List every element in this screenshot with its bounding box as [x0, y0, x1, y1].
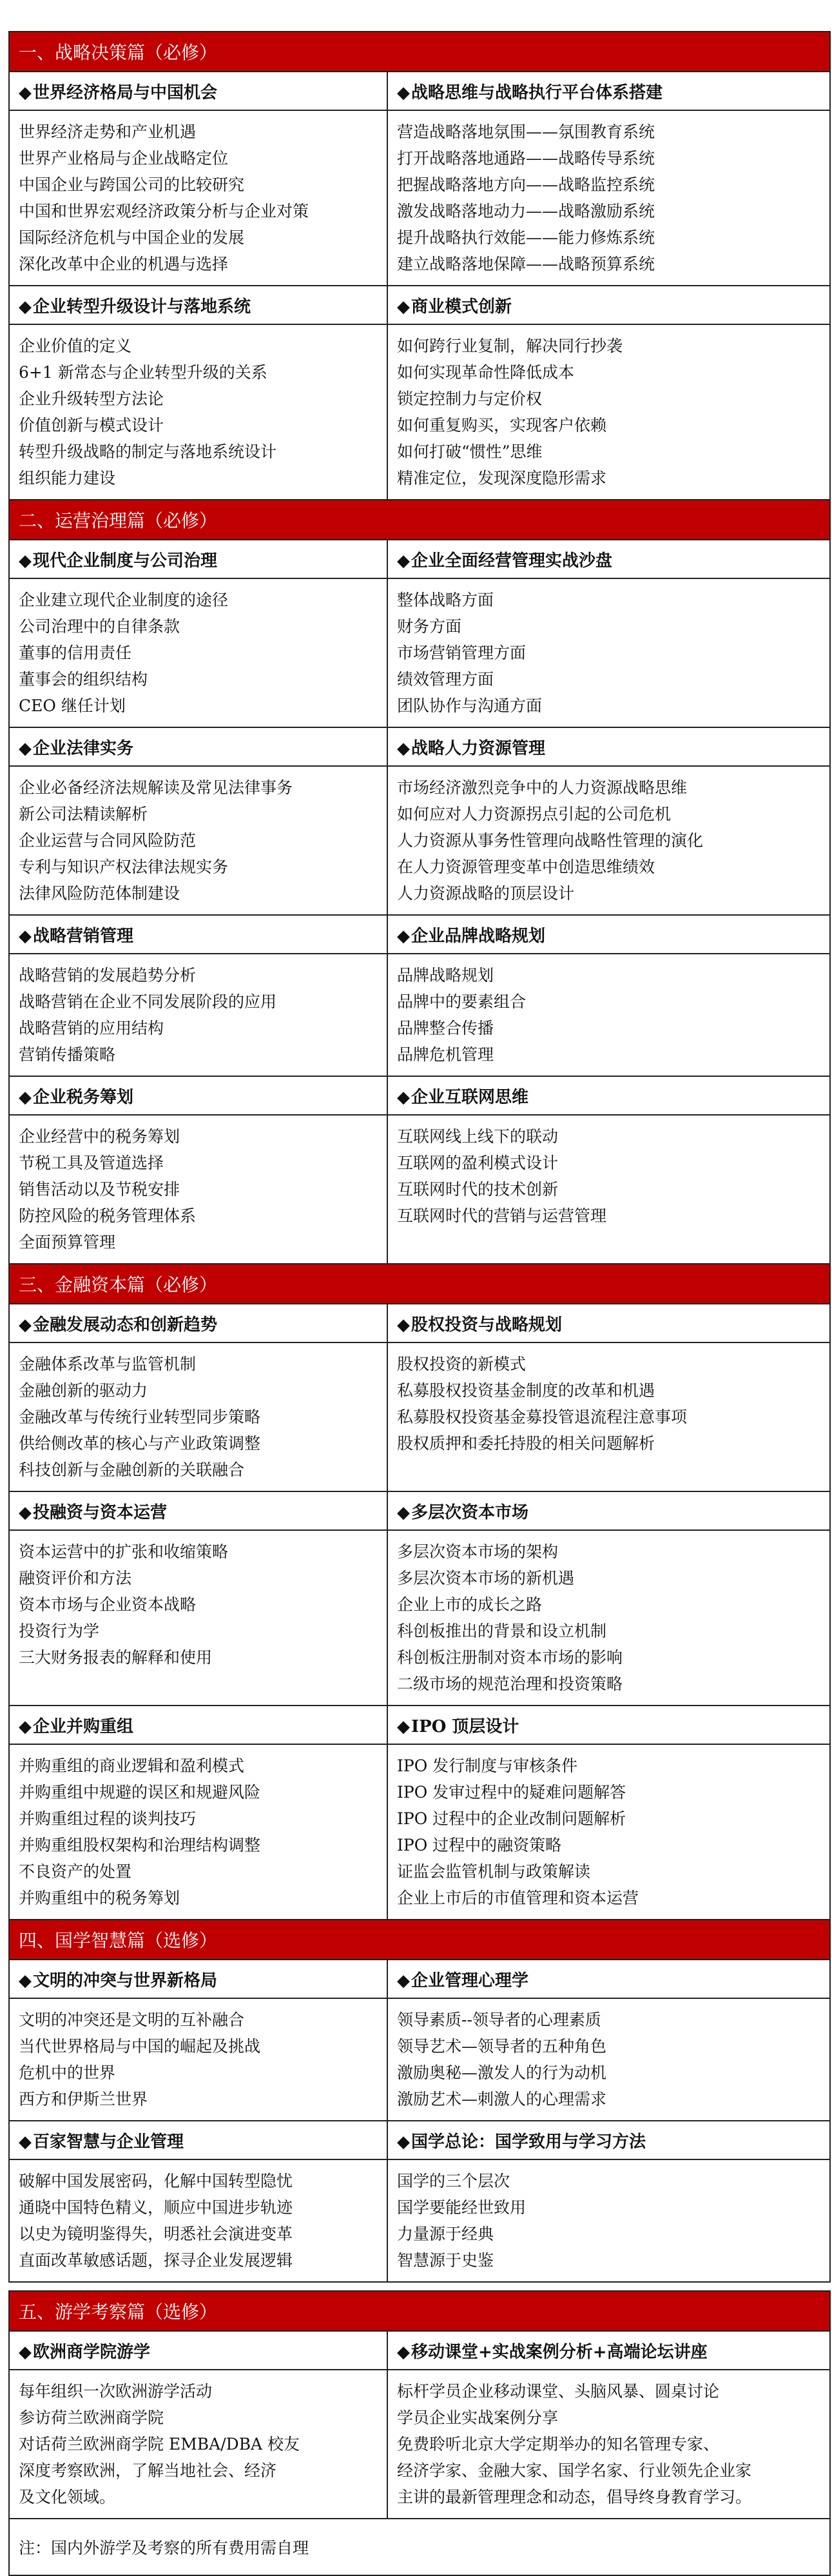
- course-item: 并购重组的商业逻辑和盈利模式: [19, 1756, 245, 1775]
- course-item: 财务方面: [397, 617, 462, 636]
- course-item: 并购重组过程的谈判技巧: [19, 1809, 197, 1828]
- course-heading-right: [387, 1304, 830, 1342]
- course-item: 节税工具及管道选择: [19, 1154, 164, 1172]
- course-item: 团队协作与沟通方面: [397, 696, 543, 715]
- course-item: 精准定位，发现深度隐形需求: [397, 469, 607, 487]
- course-item: 6+1 新常态与企业转型升级的关系: [19, 363, 267, 382]
- course-title: 国学总论：国学致用与学习方法: [411, 2132, 646, 2152]
- diamond-bullet-icon: ◆: [19, 1087, 32, 1107]
- diamond-bullet-icon: ◆: [397, 2132, 410, 2152]
- course-heading-row: [9, 540, 830, 578]
- diamond-bullet-icon: ◆: [397, 297, 410, 317]
- course-item: 并购重组股权架构和治理结构调整: [19, 1836, 261, 1854]
- course-item: 每年组织一次欧洲游学活动: [19, 2382, 213, 2401]
- course-heading-row: [9, 2121, 830, 2159]
- course-items-right: [387, 1744, 830, 1920]
- course-title: 战略思维与战略执行平台体系搭建: [411, 83, 663, 103]
- course-item: 企业运营与合同风险防范: [19, 831, 197, 850]
- course-item: 互联网时代的技术创新: [397, 1180, 559, 1199]
- course-item: 供给侧改革的核心与产业政策调整: [19, 1434, 261, 1453]
- course-title: 现代企业制度与公司治理: [33, 551, 218, 571]
- course-item: 证监会监管机制与政策解读: [397, 1862, 591, 1881]
- course-item: 国际经济危机与中国企业的发展: [19, 228, 245, 247]
- course-item: 世界经济走势和产业机遇: [19, 123, 197, 141]
- course-item: 通晓中国特色精义，顺应中国进步轨迹: [19, 2198, 293, 2217]
- course-item: 如何实现革命性降低成本: [397, 363, 575, 382]
- course-heading-row: [9, 727, 830, 766]
- course-item: 企业升级转型方法论: [19, 389, 164, 408]
- diamond-bullet-icon: ◆: [397, 1971, 410, 1991]
- course-item: 金融创新的驱动力: [19, 1381, 148, 1400]
- diamond-bullet-icon: ◆: [19, 1315, 32, 1335]
- course-items-left: [9, 110, 387, 286]
- course-title: 世界经济格局与中国机会: [33, 83, 218, 103]
- diamond-bullet-icon: ◆: [19, 1716, 32, 1736]
- course-item: 法律风险防范体制建设: [19, 884, 180, 903]
- course-item: 互联网线上线下的联动: [397, 1127, 559, 1146]
- course-title: 股权投资与战略规划: [411, 1315, 563, 1335]
- course-item: 国学要能经世致用: [397, 2198, 527, 2217]
- course-item: 主讲的最新管理理念和动态，倡导终身教育学习。: [397, 2488, 752, 2506]
- course-item: 世界产业格局与企业战略定位: [19, 149, 229, 168]
- course-item: 人力资源从事务性管理向战略性管理的演化: [397, 831, 704, 850]
- course-item: 多层次资本市场的新机遇: [397, 1569, 575, 1588]
- curriculum: [8, 31, 831, 2576]
- course-item: IPO 过程中的融资策略: [397, 1836, 562, 1854]
- course-title: 企业全面经营管理实战沙盘: [411, 551, 613, 571]
- course-heading-row: [9, 915, 830, 954]
- course-title: 战略营销管理: [33, 926, 134, 946]
- course-items-left: [9, 2159, 387, 2282]
- course-item: 学员企业实战案例分享: [397, 2408, 559, 2427]
- course-heading-left: [9, 1076, 387, 1115]
- course-heading-right: [387, 72, 830, 110]
- course-item: 文明的冲突还是文明的互补融合: [19, 2011, 245, 2029]
- course-item: IPO 过程中的企业改制问题解析: [397, 1809, 626, 1828]
- course-heading-right: [387, 540, 830, 578]
- course-items-left: [9, 578, 387, 727]
- course-item: 专利与知识产权法律法规实务: [19, 858, 229, 876]
- course-heading-row: [9, 1706, 830, 1744]
- course-heading-right: [387, 2121, 830, 2159]
- course-item: 股权投资的新模式: [397, 1355, 527, 1373]
- course-item: 深化改革中企业的机遇与选择: [19, 255, 229, 273]
- course-items-row: [9, 1744, 830, 1920]
- diamond-bullet-icon: ◆: [397, 1502, 410, 1522]
- course-items-row: [9, 766, 830, 915]
- course-item: 西方和伊斯兰世界: [19, 2090, 148, 2109]
- course-items-left: [9, 1530, 387, 1706]
- course-items-row: [9, 110, 830, 286]
- course-title: 企业转型升级设计与落地系统: [33, 297, 251, 317]
- course-heading-right: [387, 2331, 830, 2370]
- course-item: 多层次资本市场的架构: [397, 1542, 559, 1561]
- note-text: 注：国内外游学及考察的所有费用需自理: [9, 2519, 830, 2575]
- course-items-row: [9, 1998, 830, 2121]
- course-heading-left: [9, 915, 387, 954]
- course-item: 在人力资源管理变革中创造思维绩效: [397, 858, 655, 876]
- course-item: 激发战略落地动力——战略激励系统: [397, 202, 655, 221]
- course-item: 并购重组中规避的误区和规避风险: [19, 1783, 261, 1802]
- course-item: 融资评价和方法: [19, 1569, 132, 1588]
- course-item: 战略营销在企业不同发展阶段的应用: [19, 992, 277, 1011]
- course-item: 董事会的组织结构: [19, 670, 148, 689]
- course-item: 营造战略落地氛围——氛围教育系统: [397, 123, 655, 141]
- course-item: 金融改革与传统行业转型同步策略: [19, 1408, 261, 1426]
- course-items-right: [387, 1998, 830, 2121]
- course-title: 移动课堂+实战案例分析+高端论坛讲座: [411, 2342, 708, 2362]
- diamond-bullet-icon: ◆: [397, 1315, 410, 1335]
- course-item: 营销传播策略: [19, 1045, 116, 1064]
- course-item: 投资行为学: [19, 1622, 100, 1640]
- section-title: 二、运营治理篇（必修）: [9, 500, 830, 540]
- course-item: 企业上市后的市值管理和资本运营: [397, 1889, 639, 1907]
- course-heading-left: [9, 1706, 387, 1744]
- course-item: 把握战略落地方向——战略监控系统: [397, 175, 655, 194]
- course-item: 力量源于经典: [397, 2225, 494, 2243]
- course-item: 资本运营中的扩张和收缩策略: [19, 1542, 229, 1561]
- course-item: 董事的信用责任: [19, 644, 132, 662]
- course-items-row: [9, 324, 830, 500]
- course-item: IPO 发行制度与审核条件: [397, 1756, 578, 1775]
- course-item: 防控风险的税务管理体系: [19, 1206, 197, 1225]
- course-item: 全面预算管理: [19, 1233, 116, 1252]
- course-title: 多层次资本市场: [411, 1502, 529, 1522]
- course-items-right: [387, 1342, 830, 1491]
- course-item: 私募股权投资基金制度的改革和机遇: [397, 1381, 655, 1400]
- course-heading-left: [9, 540, 387, 578]
- course-item: 对话荷兰欧洲商学院 EMBA/DBA 校友: [19, 2435, 300, 2453]
- course-items-left: [9, 2370, 387, 2519]
- course-item: 锁定控制力与定价权: [397, 389, 543, 408]
- course-items-row: [9, 954, 830, 1076]
- course-item: 如何打破“惯性”思维: [397, 442, 543, 461]
- course-item: 企业价值的定义: [19, 337, 132, 355]
- course-heading-right: [387, 1706, 830, 1744]
- course-title: 金融发展动态和创新趋势: [33, 1315, 218, 1335]
- diamond-bullet-icon: ◆: [19, 1971, 32, 1991]
- course-item: 免费聆听北京大学定期举办的知名管理专家、: [397, 2435, 720, 2453]
- course-heading-right: [387, 1491, 830, 1530]
- diamond-bullet-icon: ◆: [19, 738, 32, 758]
- course-item: 及文化领域。: [19, 2488, 116, 2506]
- diamond-bullet-icon: ◆: [19, 2342, 32, 2362]
- course-heading-row: [9, 286, 830, 324]
- course-title: 企业并购重组: [33, 1716, 134, 1736]
- diamond-bullet-icon: ◆: [397, 926, 410, 946]
- course-items-left: [9, 324, 387, 500]
- course-items-left: [9, 1998, 387, 2121]
- diamond-bullet-icon: ◆: [19, 83, 32, 103]
- course-item: 整体战略方面: [397, 591, 494, 609]
- course-heading-row: [9, 1491, 830, 1530]
- course-item: 以史为镜明鉴得失，明悉社会演进变革: [19, 2225, 293, 2243]
- course-item: 企业经营中的税务筹划: [19, 1127, 180, 1146]
- diamond-bullet-icon: ◆: [397, 83, 410, 103]
- course-item: 国学的三个层次: [397, 2172, 510, 2190]
- course-item: 深度考察欧洲，了解当地社会、经济: [19, 2461, 277, 2480]
- diamond-bullet-icon: ◆: [397, 1716, 410, 1736]
- course-heading-row: [9, 2331, 830, 2370]
- course-item: 销售活动以及节税安排: [19, 1180, 180, 1199]
- section-header: [9, 1920, 830, 1960]
- course-heading-left: [9, 2331, 387, 2370]
- course-heading-row: [9, 72, 830, 110]
- course-item: 企业上市的成长之路: [397, 1595, 543, 1614]
- course-item: 领导素质--领导者的心理素质: [397, 2011, 601, 2029]
- diamond-bullet-icon: ◆: [397, 1087, 410, 1107]
- course-item: 如何应对人力资源拐点引起的公司危机: [397, 805, 672, 823]
- course-item: CEO 继任计划: [19, 696, 126, 715]
- course-heading-right: [387, 286, 830, 324]
- diamond-bullet-icon: ◆: [19, 551, 32, 571]
- course-title: 百家智慧与企业管理: [33, 2132, 184, 2152]
- course-heading-left: [9, 72, 387, 110]
- course-item: 标杆学员企业移动课堂、头脑风暴、圆桌讨论: [397, 2382, 720, 2401]
- course-item: 金融体系改革与监管机制: [19, 1355, 197, 1373]
- course-item: 新公司法精读解析: [19, 805, 148, 823]
- section-title: 三、金融资本篇（必修）: [9, 1264, 830, 1304]
- section-header: [9, 500, 830, 540]
- course-item: 企业建立现代企业制度的途径: [19, 591, 229, 609]
- course-items-right: [387, 2370, 830, 2519]
- course-title: 战略人力资源管理: [411, 738, 546, 758]
- course-items-right: [387, 2159, 830, 2282]
- course-item: 中国和世界宏观经济政策分析与企业对策: [19, 202, 309, 221]
- course-item: 经济学家、金融大家、国学名家、行业领先企业家: [397, 2461, 752, 2480]
- section-gap: [9, 2282, 830, 2291]
- course-heading-row: [9, 1304, 830, 1342]
- section-title: 五、游学考察篇（选修）: [9, 2291, 830, 2331]
- course-heading-right: [387, 915, 830, 954]
- course-item: 领导艺术—领导者的五种角色: [397, 2037, 607, 2056]
- course-item: 互联网时代的营销与运营管理: [397, 1206, 607, 1225]
- course-items-row: [9, 1342, 830, 1491]
- course-item: 破解中国发展密码，化解中国转型隐忧: [19, 2172, 293, 2190]
- section-header: [9, 32, 830, 72]
- course-items-left: [9, 1115, 387, 1264]
- course-items-left: [9, 954, 387, 1076]
- course-item: 战略营销的应用结构: [19, 1019, 164, 1037]
- course-items-row: [9, 578, 830, 727]
- diamond-bullet-icon: ◆: [19, 2132, 32, 2152]
- course-items-right: [387, 766, 830, 915]
- course-item: 战略营销的发展趋势分析: [19, 966, 197, 985]
- course-item: 股权质押和委托持股的相关问题解析: [397, 1434, 655, 1453]
- course-heading-row: [9, 1960, 830, 1998]
- course-heading-left: [9, 1960, 387, 1998]
- course-items-left: [9, 1342, 387, 1491]
- course-item: 科创板注册制对资本市场的影响: [397, 1648, 623, 1667]
- course-item: 不良资产的处置: [19, 1862, 132, 1881]
- course-item: 激励奥秘—激发人的行为动机: [397, 2063, 607, 2082]
- course-items-right: [387, 1115, 830, 1264]
- course-item: 公司治理中的自律条款: [19, 617, 180, 636]
- course-items-row: [9, 2370, 830, 2519]
- curriculum-table: [8, 31, 831, 2576]
- course-heading-left: [9, 1491, 387, 1530]
- course-item: 科技创新与金融创新的关联融合: [19, 1460, 245, 1479]
- course-item: 如何跨行业复制，解决同行抄袭: [397, 337, 623, 355]
- course-item: 私募股权投资基金募投管退流程注意事项: [397, 1408, 688, 1426]
- course-title: 欧洲商学院游学: [33, 2342, 151, 2362]
- course-items-right: [387, 324, 830, 500]
- course-item: 价值创新与模式设计: [19, 416, 164, 435]
- course-item: 市场经济激烈竞争中的人力资源战略思维: [397, 778, 688, 797]
- course-heading-left: [9, 2121, 387, 2159]
- course-item: 参访荷兰欧洲商学院: [19, 2408, 164, 2427]
- course-item: 组织能力建设: [19, 469, 116, 487]
- diamond-bullet-icon: ◆: [397, 551, 410, 571]
- course-item: 科创板推出的背景和设立机制: [397, 1622, 607, 1640]
- course-item: 资本市场与企业资本战略: [19, 1595, 197, 1614]
- course-title: 企业互联网思维: [411, 1087, 529, 1107]
- section-title: 四、国学智慧篇（选修）: [9, 1920, 830, 1960]
- course-items-right: [387, 954, 830, 1076]
- course-items-row: [9, 1530, 830, 1706]
- course-item: 提升战略执行效能——能力修炼系统: [397, 228, 655, 247]
- note-row: [9, 2519, 830, 2575]
- section-header: [9, 2291, 830, 2331]
- course-title: 投融资与资本运营: [33, 1502, 168, 1522]
- course-item: IPO 发审过程中的疑难问题解答: [397, 1783, 626, 1802]
- course-item: 智慧源于史鉴: [397, 2251, 494, 2270]
- course-item: 品牌危机管理: [397, 1045, 494, 1064]
- course-item: 直面改革敏感话题，探寻企业发展逻辑: [19, 2251, 293, 2270]
- course-item: 危机中的世界: [19, 2063, 116, 2082]
- course-item: 企业必备经济法规解读及常见法律事务: [19, 778, 293, 797]
- course-heading-left: [9, 286, 387, 324]
- course-items-left: [9, 1744, 387, 1920]
- course-item: 建立战略落地保障——战略预算系统: [397, 255, 655, 273]
- course-item: 并购重组中的税务筹划: [19, 1889, 180, 1907]
- course-heading-right: [387, 1076, 830, 1115]
- course-title: 企业税务筹划: [33, 1087, 134, 1107]
- section-title: 一、战略决策篇（必修）: [9, 32, 830, 72]
- course-item: 品牌整合传播: [397, 1019, 494, 1037]
- diamond-bullet-icon: ◆: [397, 2342, 410, 2362]
- course-item: 三大财务报表的解释和使用: [19, 1648, 213, 1667]
- course-item: 品牌战略规划: [397, 966, 494, 985]
- course-item: 绩效管理方面: [397, 670, 494, 689]
- course-item: 激励艺术—刺激人的心理需求: [397, 2090, 607, 2109]
- course-item: 市场营销管理方面: [397, 644, 527, 662]
- course-item: 品牌中的要素组合: [397, 992, 527, 1011]
- course-items-right: [387, 110, 830, 286]
- course-item: 中国企业与跨国公司的比较研究: [19, 175, 245, 194]
- gap-cell: [9, 2282, 830, 2291]
- course-item: 转型升级战略的制定与落地系统设计: [19, 442, 277, 461]
- course-title: IPO 顶层设计: [411, 1716, 519, 1736]
- course-items-right: [387, 578, 830, 727]
- course-title: 企业管理心理学: [411, 1971, 529, 1991]
- course-item: 当代世界格局与中国的崛起及挑战: [19, 2037, 261, 2056]
- course-title: 企业法律实务: [33, 738, 134, 758]
- diamond-bullet-icon: ◆: [19, 1502, 32, 1522]
- diamond-bullet-icon: ◆: [19, 297, 32, 317]
- course-heading-right: [387, 1960, 830, 1998]
- course-title: 企业品牌战略规划: [411, 926, 546, 946]
- course-item: 二级市场的规范治理和投资策略: [397, 1675, 623, 1693]
- diamond-bullet-icon: ◆: [397, 738, 410, 758]
- course-title: 文明的冲突与世界新格局: [33, 1971, 218, 1991]
- course-item: 互联网的盈利模式设计: [397, 1154, 559, 1172]
- course-item: 人力资源战略的顶层设计: [397, 884, 575, 903]
- course-heading-left: [9, 727, 387, 766]
- course-items-right: [387, 1530, 830, 1706]
- course-item: 如何重复购买，实现客户依赖: [397, 416, 607, 435]
- course-heading-row: [9, 1076, 830, 1115]
- section-header: [9, 1264, 830, 1304]
- course-items-row: [9, 2159, 830, 2282]
- course-heading-left: [9, 1304, 387, 1342]
- course-heading-right: [387, 727, 830, 766]
- course-item: 打开战略落地通路——战略传导系统: [397, 149, 655, 168]
- diamond-bullet-icon: ◆: [19, 926, 32, 946]
- course-items-left: [9, 766, 387, 915]
- course-title: 商业模式创新: [411, 297, 512, 317]
- course-items-row: [9, 1115, 830, 1264]
